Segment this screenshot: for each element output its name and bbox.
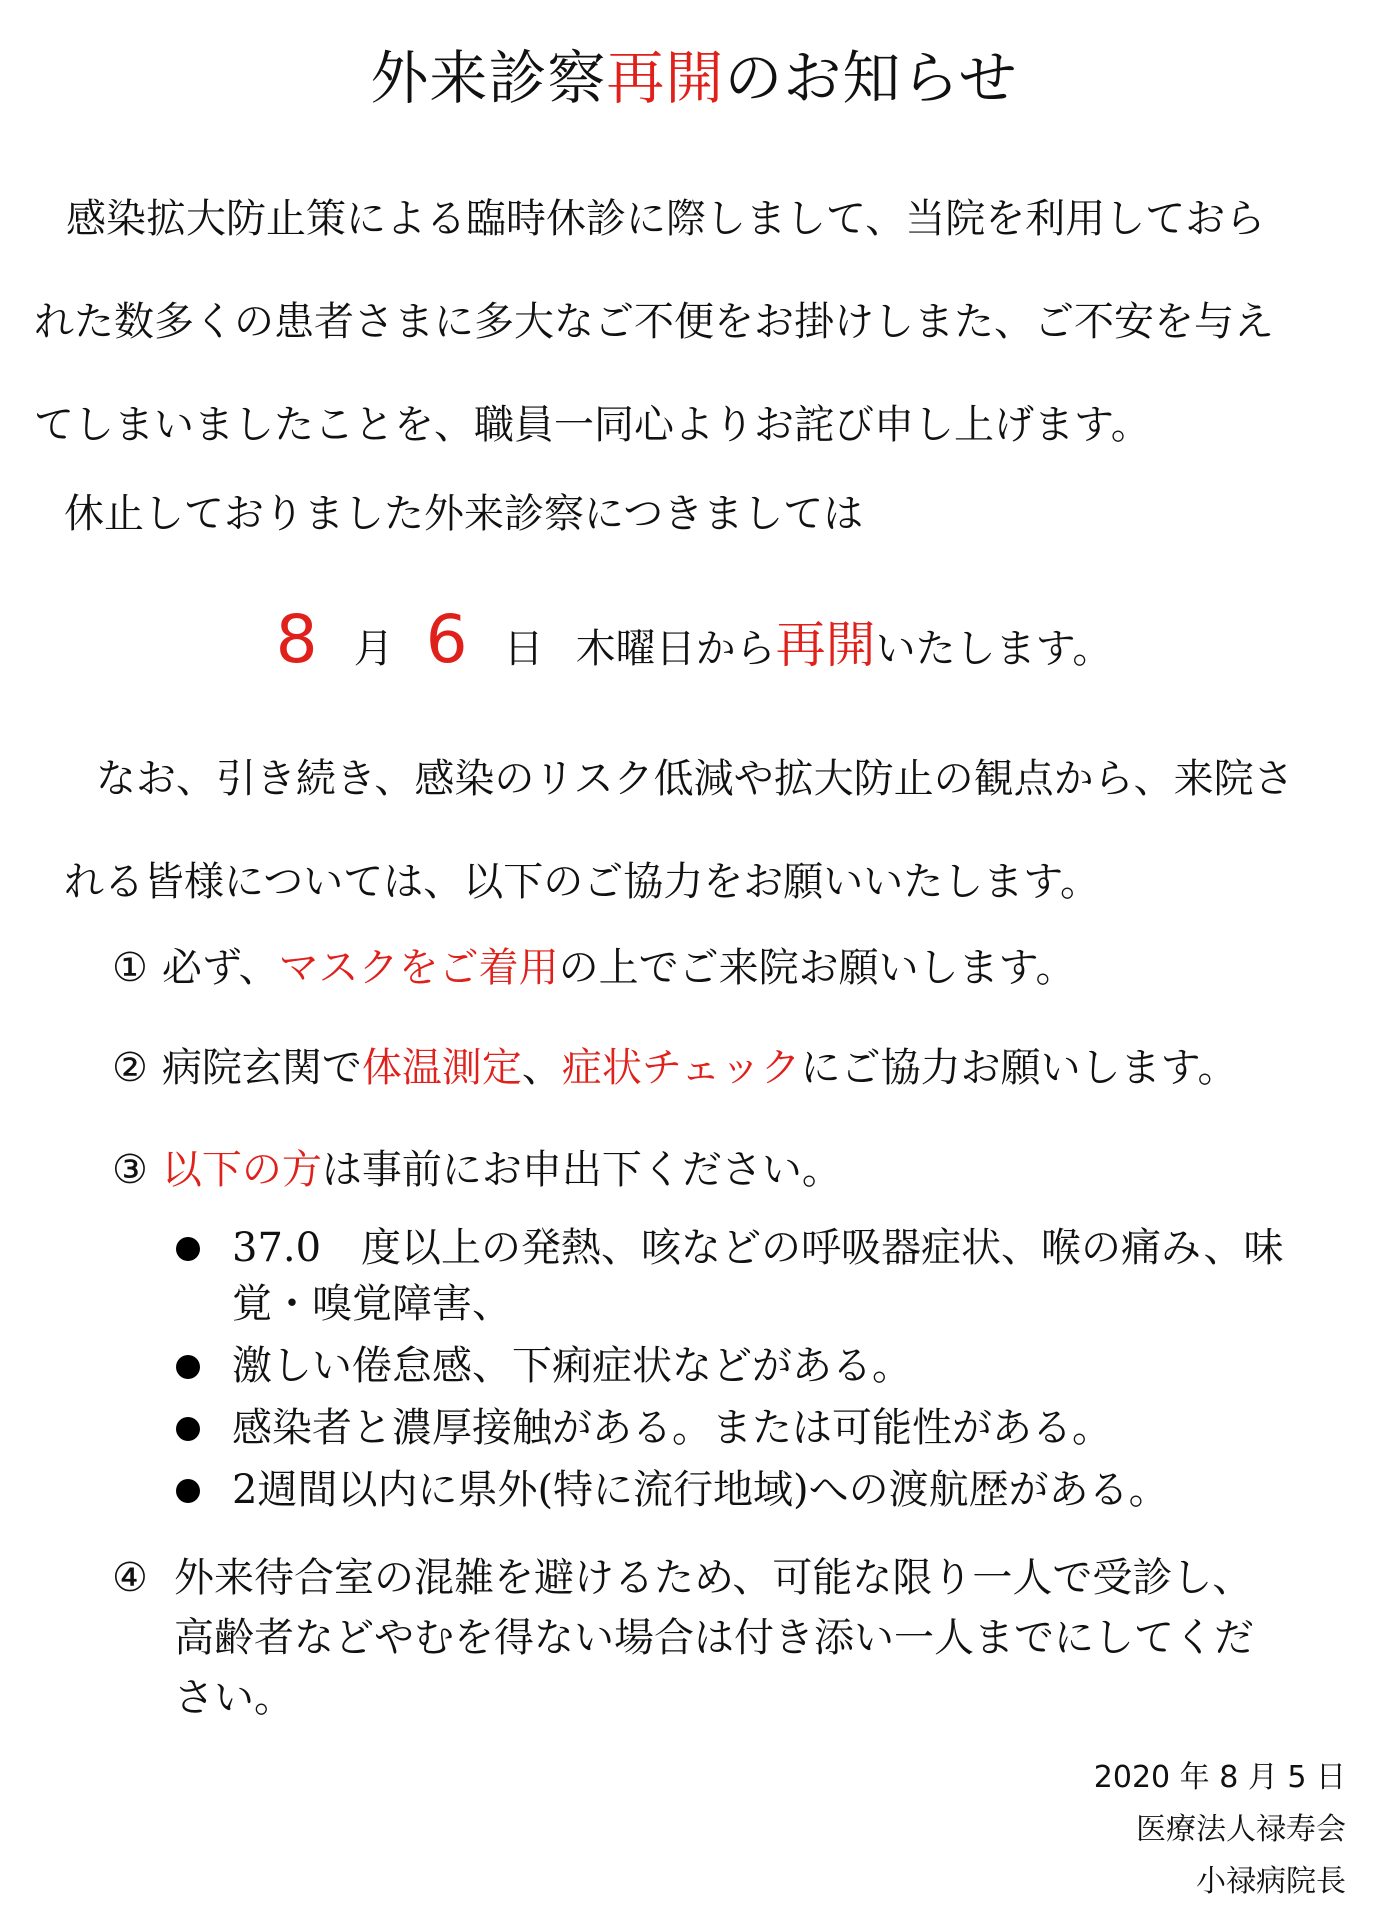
resume-day: 6 bbox=[425, 601, 468, 678]
suspend-text: 休止しておりました外来診察につきましては bbox=[64, 491, 864, 537]
item-body bbox=[112, 1548, 1362, 1728]
list-item bbox=[176, 1220, 1356, 1332]
resume-highlight: 再開 bbox=[775, 616, 876, 674]
item-number: ④ bbox=[112, 1555, 148, 1601]
title-text-before: 外来診察 bbox=[370, 44, 607, 112]
resume-month: 8 bbox=[275, 601, 318, 678]
bullet-icon bbox=[176, 1417, 200, 1441]
item-text: にご協力お願いします。 bbox=[800, 1045, 1238, 1091]
list-item bbox=[176, 1400, 1356, 1456]
cooperation-line-1: なお、引き続き、感染のリスク低減や拡大防止の観点から、来院さ bbox=[96, 756, 1294, 802]
list-item-text: 37.0 度以上の発熱、咳などの呼吸器症状、喉の痛み、味 bbox=[232, 1225, 1284, 1271]
list-item-text: 覚・嗅覚障害、 bbox=[232, 1281, 512, 1327]
cooperation-line-2: れる皆様については、以下のご協力をお願いいたします。 bbox=[64, 859, 1100, 905]
item-text: 病院玄関で bbox=[161, 1045, 362, 1091]
intro-line-3: てしまいましたことを、職員一同心よりお詫び申し上げます。 bbox=[34, 402, 1151, 448]
signature-organization: 医療法人禄寿会 bbox=[1136, 1812, 1346, 1847]
resume-month-unit: 月 bbox=[353, 626, 394, 672]
resume-weekday: 木曜日から bbox=[575, 626, 776, 672]
bullet-icon bbox=[176, 1355, 200, 1379]
title-text-after: のお知らせ bbox=[724, 44, 1018, 112]
item-text: 、 bbox=[521, 1045, 562, 1091]
item-text: 必ず、 bbox=[161, 945, 279, 991]
symptom-list bbox=[176, 1220, 1356, 1524]
resume-day-unit: 日 bbox=[503, 626, 544, 672]
request-item-2 bbox=[112, 1040, 1237, 1096]
intro-line-1: 感染拡大防止策による臨時休診に際しまして、当院を利用しておら bbox=[66, 196, 1266, 242]
item-highlight: 症状チェック bbox=[561, 1045, 801, 1091]
list-item bbox=[176, 1338, 1356, 1394]
list-item bbox=[176, 1462, 1356, 1518]
request-item-4 bbox=[112, 1548, 1362, 1728]
bullet-icon bbox=[176, 1237, 200, 1261]
cooperation-paragraph bbox=[64, 728, 1364, 934]
resume-after: いたします。 bbox=[875, 626, 1113, 672]
item-text: 外来待合室の混雑を避けるため、可能な限り一人で受診し、 bbox=[174, 1555, 1253, 1601]
page-title bbox=[0, 38, 1388, 118]
item-number: ② bbox=[112, 1045, 148, 1091]
list-item-text: 2週間以内に県外(特に流行地域)への渡航歴がある。 bbox=[232, 1467, 1169, 1513]
item-highlight: 体温測定 bbox=[361, 1045, 522, 1091]
item-text: は事前にお申出下ください。 bbox=[321, 1147, 842, 1193]
list-item-text: 感染者と濃厚接触がある。または可能性がある。 bbox=[232, 1405, 1112, 1451]
bullet-icon bbox=[176, 1479, 200, 1503]
title-highlight: 再開 bbox=[606, 44, 725, 112]
intro-line-2: れた数多くの患者さまに多大なご不便をお掛けしまた、ご不安を与え bbox=[34, 299, 1274, 345]
item-number: ① bbox=[112, 945, 148, 991]
signature-block bbox=[1094, 1752, 1346, 1908]
item-text: さい。 bbox=[174, 1675, 294, 1721]
list-item-text: 激しい倦怠感、下痢症状などがある。 bbox=[232, 1343, 912, 1389]
request-item-3 bbox=[112, 1142, 842, 1198]
item-number: ③ bbox=[112, 1147, 148, 1193]
signature-date: 2020 年 8 月 5 日 bbox=[1093, 1760, 1346, 1795]
resume-date-line bbox=[0, 600, 1388, 689]
signature-director: 小禄病院長 bbox=[1196, 1864, 1346, 1899]
item-highlight: マスクをご着用 bbox=[278, 945, 559, 991]
request-item-1 bbox=[112, 940, 1075, 996]
item-text: の上でご来院お願いします。 bbox=[558, 945, 1076, 991]
item-highlight: 以下の方 bbox=[161, 1147, 322, 1193]
item-text: 高齢者などやむを得ない場合は付き添い一人までにしてくだ bbox=[174, 1615, 1254, 1661]
intro-paragraph bbox=[34, 168, 1364, 477]
